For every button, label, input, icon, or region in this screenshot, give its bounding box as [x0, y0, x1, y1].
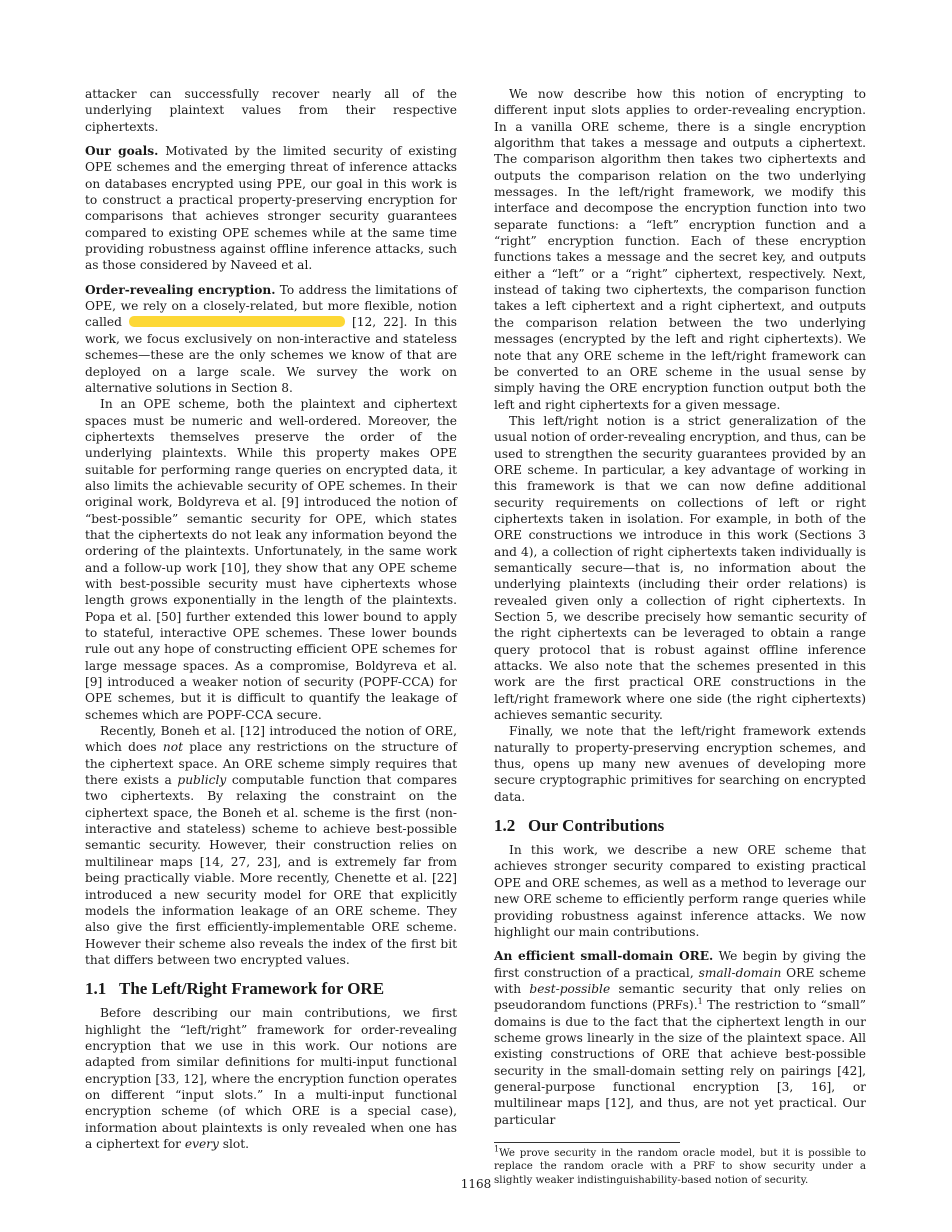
redacted-highlight	[129, 316, 345, 327]
small-domain-heading: An efficient small-domain ORE.	[494, 949, 714, 964]
page-number: 1168	[460, 1177, 492, 1191]
right-column	[494, 86, 866, 1187]
small-text-a: We begin by giving the first construction of a practical,	[494, 949, 866, 980]
section-1-1-title: The Left/Right Framework for ORE	[119, 979, 385, 999]
footnote-text: We prove security in the random oracle model, but it is possible to replace the random oracle with a PRF to show security under a slightly weaker indistinguishability-based notion of security.	[494, 1146, 866, 1186]
generalization-paragraph: This left/right notion is a strict generalization of the usual notion of order-revealing encryption, and thus, can be used to strengthen the security guarantees provided by an ORE scheme. In particular, a key advantage of working in this framework is that we can now define additional security requirements on collections of left or right ciphertexts taken in isolation. For example, in both of the ORE constructions we introduce in this work (Sections 3 and 4), a collection of right ciphertexts taken individually is semantically secure—that is, no information about the underlying plaintexts (including their order relations) is revealed given only a collection of right ciphertexts. In Section 5, we describe precisely how semantic security of the right ciphertexts can be leveraged to obtain a range query protocol that is robust against offline inference attacks. We also note that the schemes presented in this work are the first practical ORE constructions in the left/right framework where one side (the right ciphertexts) achieves semantic security.	[494, 413, 866, 723]
section-1-2-number: 1.2	[494, 816, 516, 836]
boneh-text-a: Recently, Boneh et al. [12] introduced the notion of ORE, which does	[85, 724, 457, 755]
ore-heading: Order-revealing encryption.	[85, 282, 276, 297]
small-text-b: ORE scheme with	[494, 965, 867, 996]
small-text-d: The restriction to “small” domains is due to the fact that the ciphertext length in our scheme grows linearly in the size of the plaintext space. All existing constructions of ORE that achieve best-possible security in the small-domain setting rely on pairings [42], general-purpose functional encryption [3, 16], or multilinear maps [12], and thus, are not yet practical. Our particular	[494, 998, 866, 1127]
boneh-text-c: computable function that compares two ciphertexts. By relaxing the constraint on the ciphertext space, the Boneh et al. scheme is the first (non-interactive and stateless) scheme to achieve best-possible semantic security. However, their construction relies on multilinear maps [14, 27, 23], and is extremely far from being practically viable. More recently, Chenette et al. [22] introduced a new security model for ORE that explicitly models the information leakage of an ORE scheme. They also give the first efficiently-implementable ORE scheme. However their scheme also reveals the index of the first bit that differs between two encrypted values.	[85, 773, 458, 967]
footnote-ref: 1	[697, 997, 703, 1007]
boneh-text-b: place any restrictions on the structure of the ciphertext space. An ORE scheme simply requires that there exists a	[85, 740, 458, 788]
goals-text: Motivated by the limited security of existing OPE schemes and the emerging threat of inference attacks on databases encrypted using PPE, our goal in this work is to construct a practical property-preserving encryption for comparisons that achieves stronger security guarantees compared to existing OPE schemes while at the same time providing robustness against offline inference attacks, such as those considered by Naveed et al.	[85, 144, 457, 273]
left-column	[85, 86, 457, 1152]
footnote-mark: 1	[494, 1144, 500, 1154]
boneh-publicly: publicly	[177, 773, 227, 788]
boneh-paragraph	[85, 723, 457, 968]
goals-heading: Our goals.	[85, 144, 159, 159]
intro-paragraph: attacker can successfully recover nearly all of the underlying plaintext values from their respective ciphertexts.	[85, 87, 457, 134]
small-domain-paragraph	[494, 948, 866, 1128]
small-text-c: semantic security that only relies on pseudorandom functions (PRFs).	[494, 981, 866, 1013]
small-italic-best: best-possible	[529, 981, 611, 996]
ore-text-b: [12, 22]. In this work, we focus exclusively on non-interactive and stateless schemes—these are the only schemes we know of that are deployed on a large scale. We survey the work on alternative solutions in Section 8.	[85, 315, 458, 395]
ope-paragraph: In an OPE scheme, both the plaintext and ciphertext spaces must be numeric and well-ordered. Moreover, the ciphertexts themselves preserve the order of the underlying plaintexts. While this property makes OPE suitable for performing range queries on encrypted data, it also limits the achievable security of OPE schemes. In their original work, Boldyreva et al. [9] introduced the notion of “best-possible” semantic security for OPE, which states that the ciphertexts do not leak any information beyond the ordering of the plaintexts. Unfortunately, in the same work and a follow-up work [10], they show that any OPE scheme with best-possible security must have ciphertexts whose length grows exponentially in the length of the plaintexts. Popa et al. [50] further extended this lower bound to apply to stateful, interactive OPE schemes. These lower bounds rule out any hope of constructing efficient OPE schemes for large message spaces. As a compromise, Boldyreva et al. [9] introduced a weaker notion of security (POPF-CCA) for OPE schemes, but it is difficult to quantify the leakage of schemes which are POPF-CCA secure.	[85, 397, 457, 722]
framework-text-b: slot.	[222, 1136, 250, 1151]
boneh-not: not	[162, 740, 184, 755]
ore-text-a: To address the limitations of OPE, we rely on a closely-related, but more flexible, notion called	[85, 282, 458, 330]
section-1-2-heading	[494, 816, 866, 836]
section-1-1-number: 1.1	[85, 979, 107, 999]
section-1-2-title: Our Contributions	[528, 816, 665, 836]
finally-paragraph: Finally, we note that the left/right framework extends naturally to property-preserving encryption schemes, and thus, opens up many new avenues of developing more secure cryptographic primitives for searching on encrypted data.	[494, 724, 866, 804]
framework-every: every	[184, 1136, 219, 1151]
section-1-1-heading	[85, 979, 457, 999]
framework-text-a: Before describing our main contributions, we first highlight the “left/right” framework for order-revealing encryption that we use in this work. Our notions are adapted from similar definitions for multi-input functional encryption [33, 12], where the encryption function operates on different “input slots.” In a multi-input functional encryption scheme (of which ORE is a special case), information about plaintexts is only revealed when one has a ciphertext for	[85, 1006, 457, 1151]
small-italic-domain: small-domain	[698, 965, 782, 980]
slots-paragraph: We now describe how this notion of encrypting to different input slots applies to order-revealing encryption. In a vanilla ORE scheme, there is a single encryption algorithm that takes a message and outputs a ciphertext. The comparison algorithm then takes two ciphertexts and outputs the comparison relation on the two underlying messages. In the left/right framework, we modify this interface and decompose the encryption function into two separate functions: a “left” encryption function and a “right” encryption function. Each of these encryption functions takes a message and the secret key, and outputs either a “left” or a “right” ciphertext, respectively. Next, instead of taking two ciphertexts, the comparison function takes a left ciphertext and a right ciphertext, and outputs the comparison relation between the two underlying messages (encrypted by the left and right ciphertexts). We note that any ORE scheme in the left/right framework can be converted to an ORE scheme in the usual sense by simply having the ORE encryption function output both the left and right ciphertexts for a given message.	[494, 87, 866, 412]
framework-paragraph	[85, 1005, 457, 1152]
footnote-divider	[494, 1142, 680, 1143]
ore-paragraph	[85, 282, 457, 396]
goals-paragraph	[85, 143, 457, 274]
contributions-paragraph: In this work, we describe a new ORE scheme that achieves stronger security compared to existing practical OPE and ORE schemes, as well as a method to leverage our new ORE scheme to efficiently perform range queries while providing robustness against inference attacks. We now highlight our main contributions.	[494, 843, 866, 939]
